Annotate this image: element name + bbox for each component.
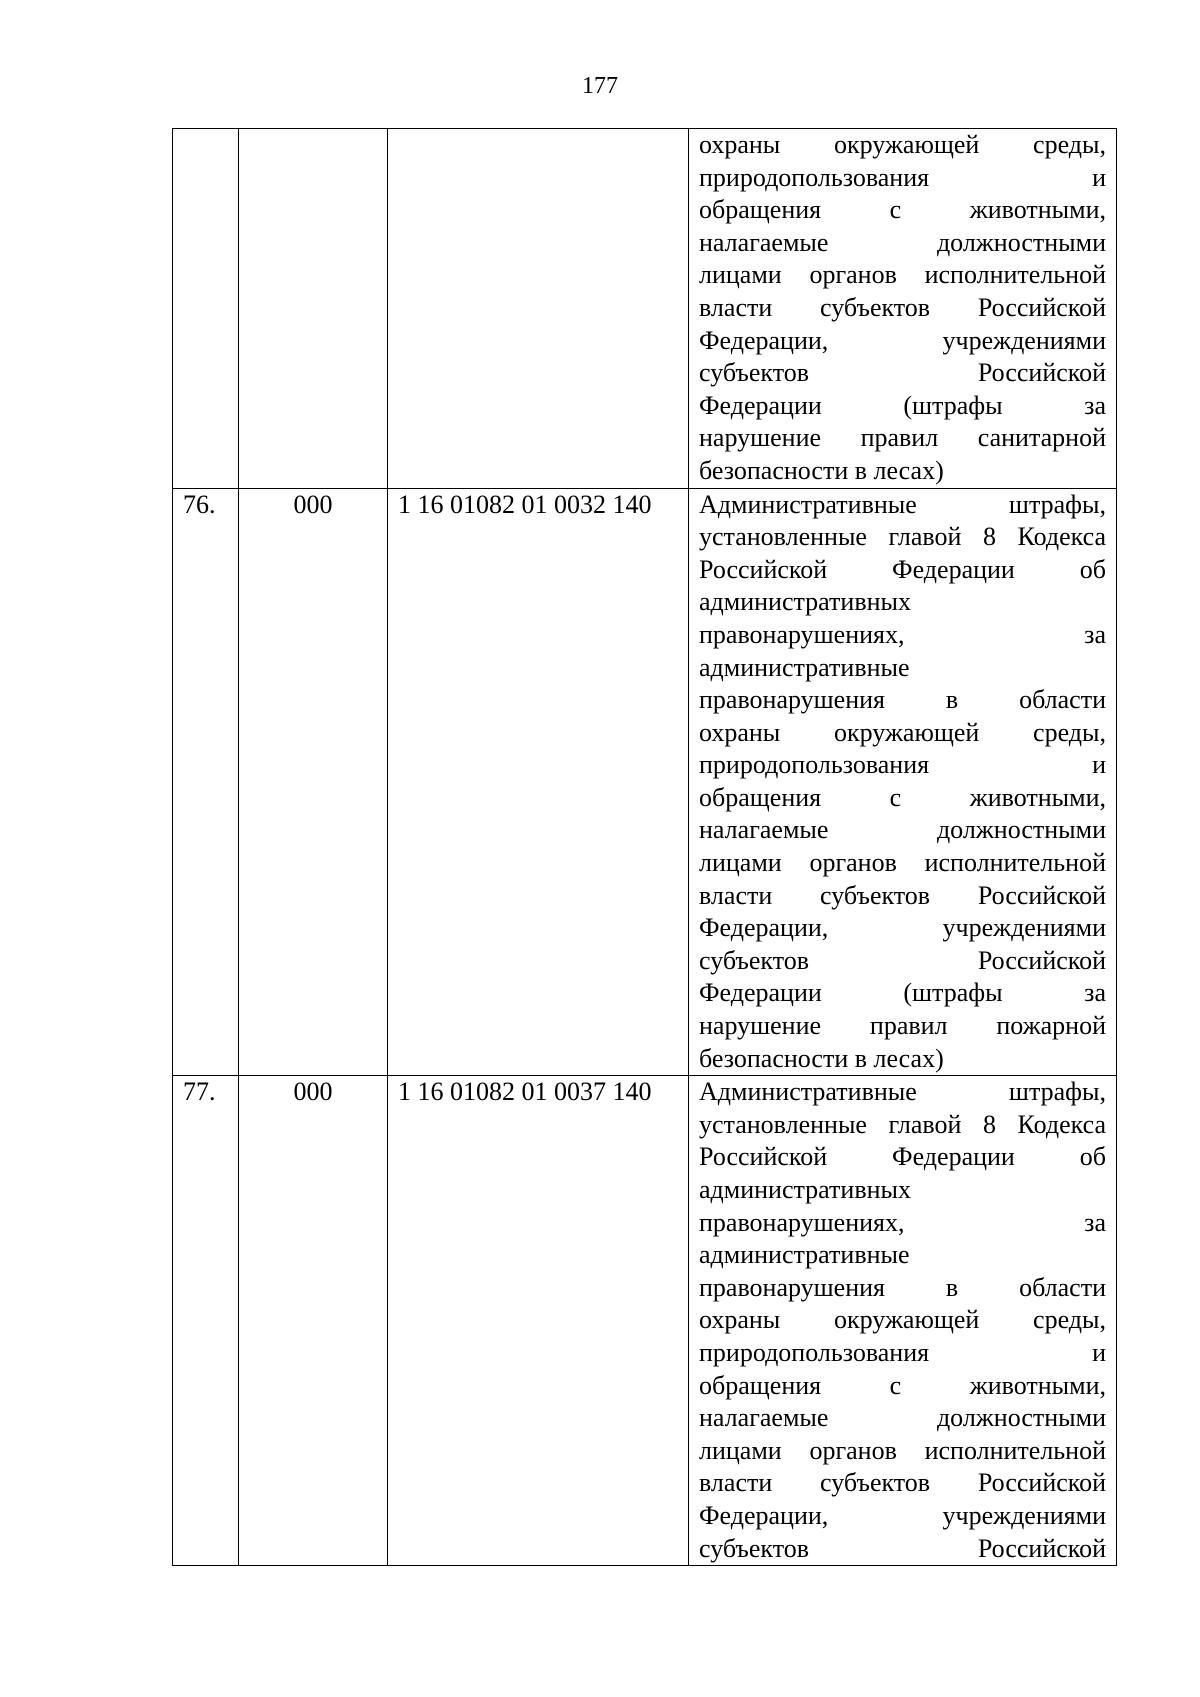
description-line: административных xyxy=(699,1175,911,1204)
description-line: Российской Федерации об xyxy=(699,554,1106,584)
budget-code-table xyxy=(172,128,1117,1566)
description-line: власти субъектов Российской xyxy=(699,1468,1106,1498)
description-line: налагаемые должностными xyxy=(699,1403,1106,1433)
description-line: правонарушения в области xyxy=(699,1272,1106,1302)
description-line: охраны окружающей среды, xyxy=(699,1305,1106,1335)
description-line: обращения с животными, xyxy=(699,782,1106,812)
description-line: нарушение правил санитарной xyxy=(699,423,1106,453)
admin-code-cell: 000 xyxy=(239,1076,388,1566)
description-line: природопользования и xyxy=(699,162,1106,192)
description-line: нарушение правил пожарной xyxy=(699,1011,1106,1041)
description-line: власти субъектов Российской xyxy=(699,880,1106,910)
description-line: природопользования и xyxy=(699,1337,1106,1367)
description-line: правонарушениях, за xyxy=(699,619,1106,649)
table-row xyxy=(173,1076,1117,1566)
row-number-cell: 76. xyxy=(173,488,239,1076)
admin-code-cell xyxy=(239,129,388,489)
description-line: обращения с животными, xyxy=(699,195,1106,225)
description-line: власти субъектов Российской xyxy=(699,292,1106,322)
description-line: налагаемые должностными xyxy=(699,227,1106,257)
admin-code-cell: 000 xyxy=(239,488,388,1076)
description-line: субъектов Российской xyxy=(699,1533,1106,1563)
description-line: природопользования и xyxy=(699,750,1106,780)
description-line: Административные штрафы, xyxy=(699,1077,1106,1107)
description-line: Российской Федерации об xyxy=(699,1142,1106,1172)
description-line: правонарушениях, за xyxy=(699,1207,1106,1237)
description-line: лицами органов исполнительной xyxy=(699,260,1106,290)
budget-code-cell: 1 16 01082 01 0037 140 xyxy=(388,1076,689,1566)
description-line: охраны окружающей среды, xyxy=(699,717,1106,747)
budget-code-cell: 1 16 01082 01 0032 140 xyxy=(388,488,689,1076)
description-line: субъектов Российской xyxy=(699,358,1106,388)
row-number-cell: 77. xyxy=(173,1076,239,1566)
description-line: налагаемые должностными xyxy=(699,815,1106,845)
description-cell xyxy=(689,488,1117,1076)
description-line: административные xyxy=(699,1240,910,1270)
description-line: Федерации, учреждениями xyxy=(699,913,1106,943)
description-line: субъектов Российской xyxy=(699,945,1106,975)
row-number-cell xyxy=(173,129,239,489)
description-line: административных xyxy=(699,587,911,617)
description-line: Федерации (штрафы за xyxy=(699,978,1106,1008)
description-cell xyxy=(689,129,1117,489)
description-line: административные xyxy=(699,652,910,682)
description-line: Федерации, учреждениями xyxy=(699,1500,1106,1530)
description-line: правонарушения в области xyxy=(699,685,1106,715)
budget-code-cell xyxy=(388,129,689,489)
description-line: обращения с животными, xyxy=(699,1370,1106,1400)
description-line: установленные главой 8 Кодекса xyxy=(699,522,1106,552)
description-line: лицами органов исполнительной xyxy=(699,848,1106,878)
page-number: 177 xyxy=(582,73,618,99)
description-line: Федерации (штрафы за xyxy=(699,390,1106,420)
description-cell xyxy=(689,1076,1117,1566)
description-line: установленные главой 8 Кодекса xyxy=(699,1109,1106,1139)
description-line: лицами органов исполнительной xyxy=(699,1435,1106,1465)
description-line: Административные штрафы, xyxy=(699,489,1106,519)
table-row xyxy=(173,488,1117,1076)
description-line: безопасности в лесах) xyxy=(699,455,944,485)
table-body xyxy=(173,129,1117,1566)
description-line: охраны окружающей среды, xyxy=(699,130,1106,159)
table-row xyxy=(173,129,1117,489)
description-line: безопасности в лесах) xyxy=(699,1043,944,1073)
description-line: Федерации, учреждениями xyxy=(699,325,1106,355)
